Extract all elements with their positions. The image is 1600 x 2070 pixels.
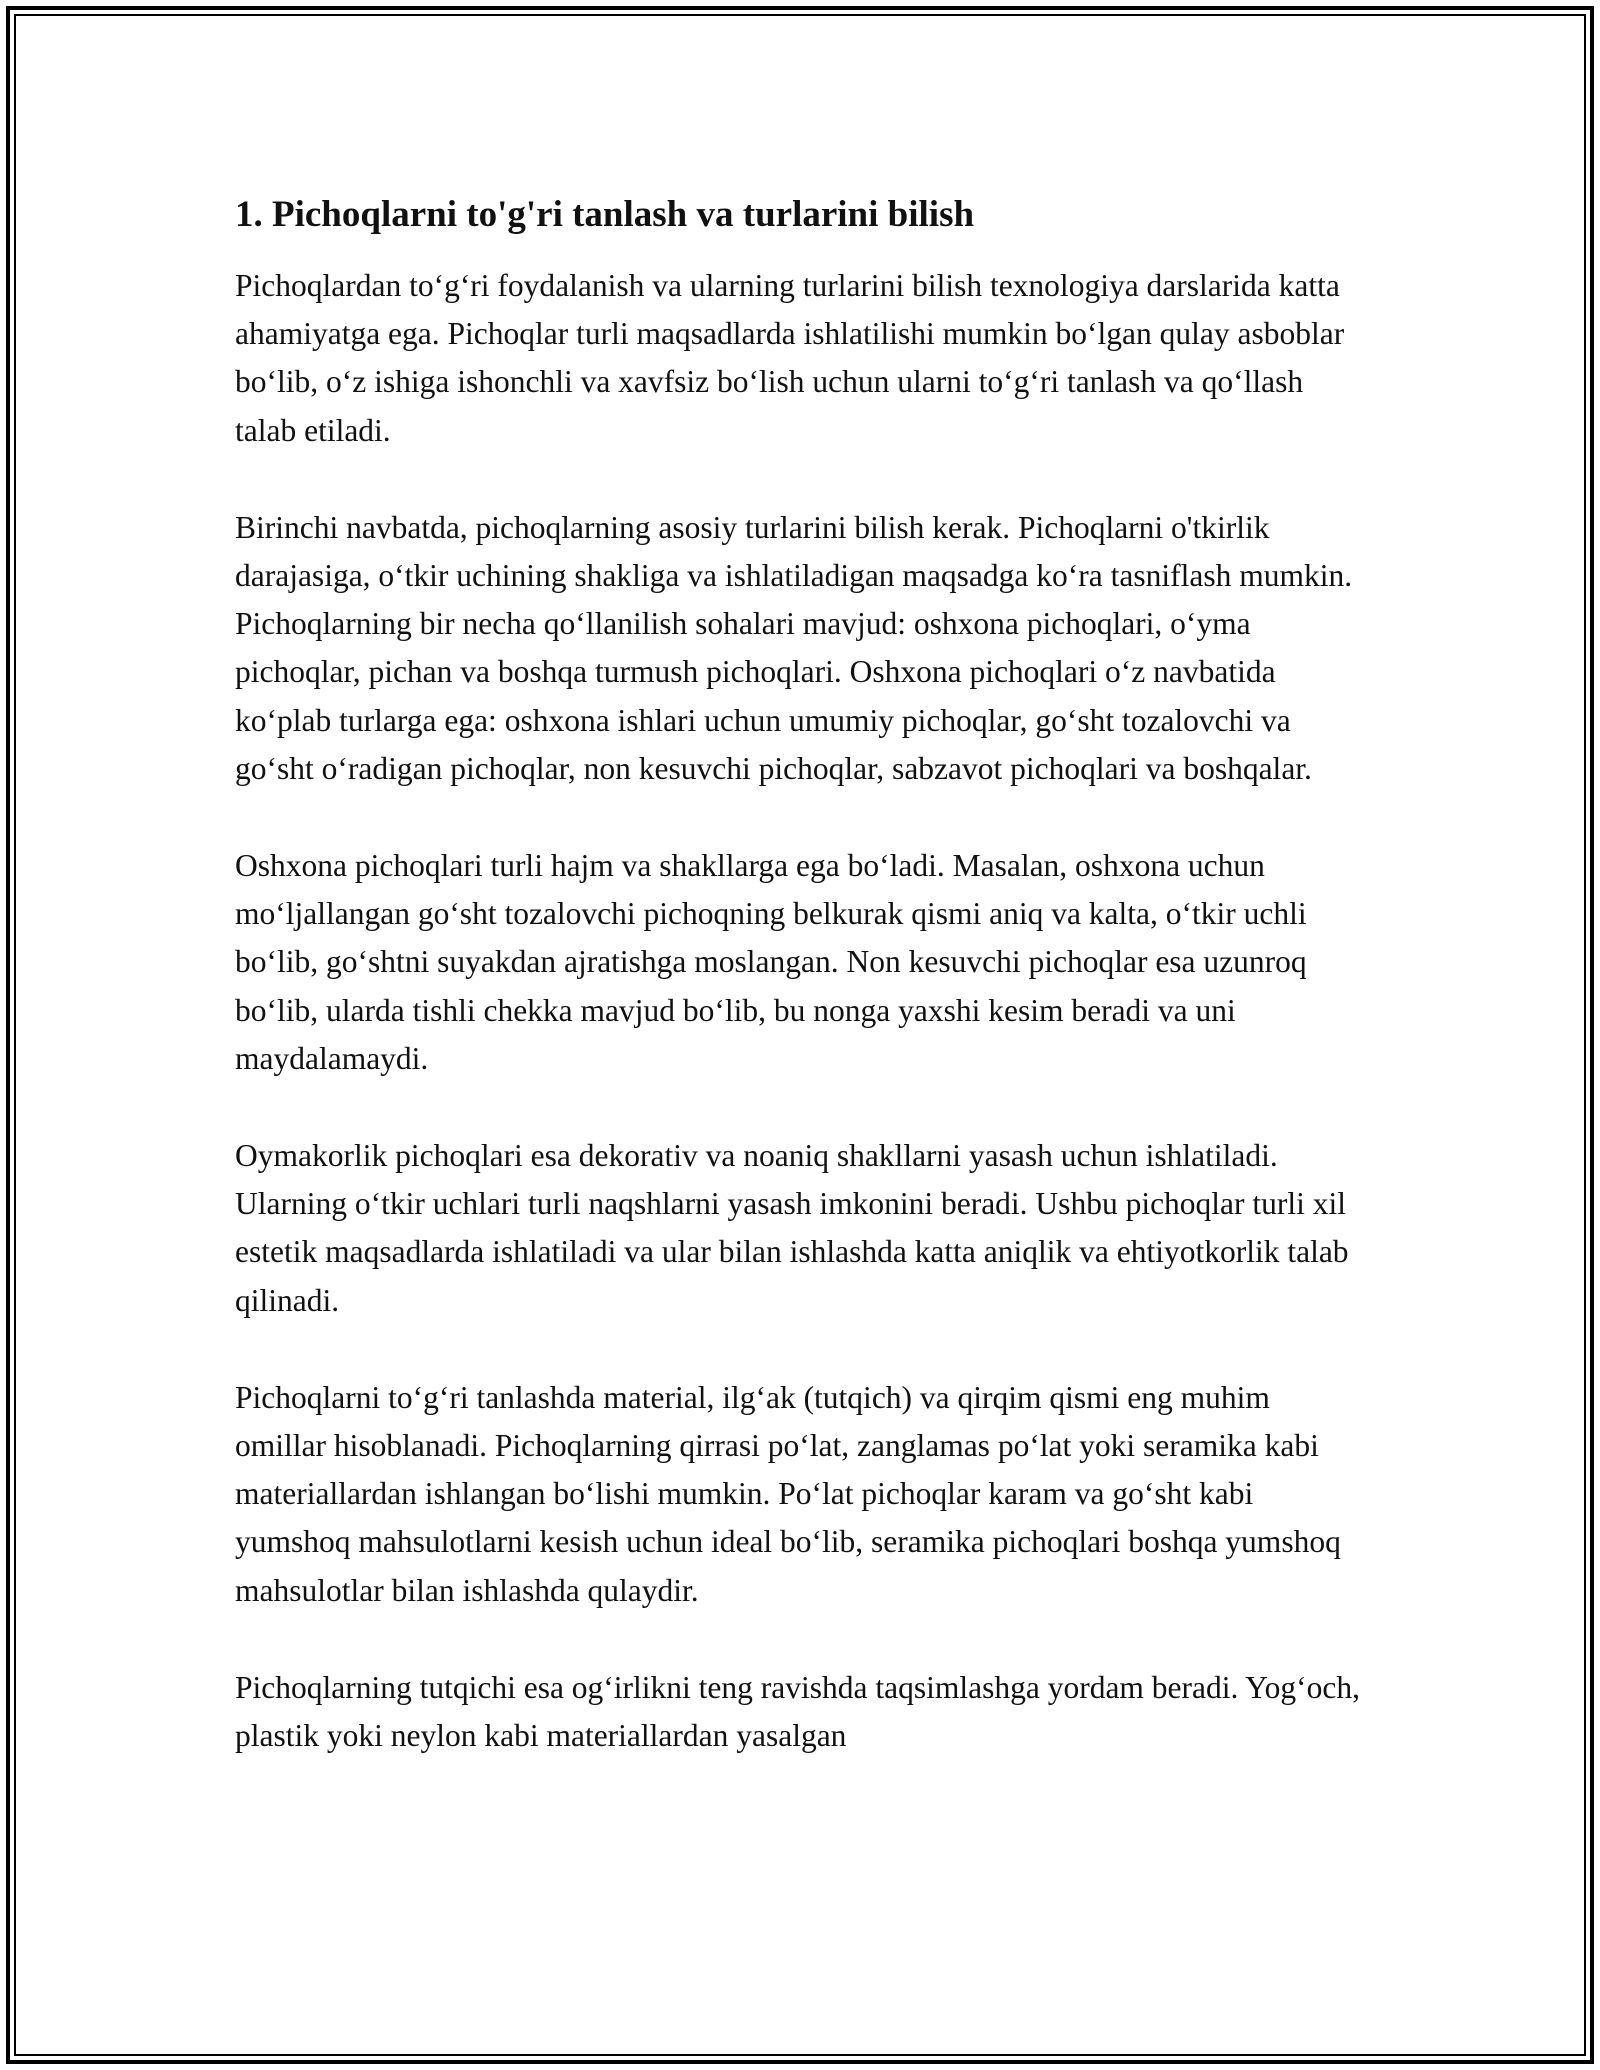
document-title: 1. Pichoqlarni to'g'ri tanlash va turlarini bilish	[235, 194, 975, 235]
document-body	[235, 190, 1365, 1809]
paragraph-4: Oymakorlik pichoqlari esa dekorativ va noaniq shakllarni yasash uchun ishlatiladi. Ularning o‘tkir uchlari turli naqshlarni yasash imkonini beradi. Ushbu pichoqlar turli xil estetik maqsadlarda ishlatiladi va ular bilan ishlashda katta aniqlik va ehtiyotkorlik talab qilinadi.	[235, 1138, 1349, 1318]
paragraph-5: Pichoqlarni to‘g‘ri tanlashda material, ilg‘ak (tutqich) va qirqim qismi eng muhim omillar hisoblanadi. Pichoqlarning qirrasi po‘lat, zanglamas po‘lat yoki seramika kabi materiallardan ishlangan bo‘lishi mumkin. Po‘lat pichoqlar karam va go‘sht kabi yumshoq mahsulotlarni kesish uchun ideal bo‘lib, seramika pichoqlari boshqa yumshoq mahsulotlar bilan ishlashda qulaydir.	[235, 1379, 1341, 1608]
paragraph-6: Pichoqlarning tutqichi esa og‘irlikni teng ravishda taqsimlashga yordam beradi. Yog‘och, plastik yoki neylon kabi materiallardan yasalgan	[235, 1669, 1361, 1754]
paragraph-3: Oshxona pichoqlari turli hajm va shakllarga ega bo‘ladi. Masalan, oshxona uchun mo‘ljallangan go‘sht tozalovchi pichoqning belkurak qismi aniq va kalta, o‘tkir uchli bo‘lib, go‘shtni suyakdan ajratishga moslangan. Non kesuvchi pichoqlar esa uzunroq bo‘lib, ularda tishli chekka mavjud bo‘lib, bu nonga yaxshi kesim beradi va uni maydalamaydi.	[235, 848, 1307, 1076]
paragraph-1: Pichoqlardan to‘g‘ri foydalanish va ularning turlarini bilish texnologiya darslarida katta ahamiyatga ega. Pichoqlar turli maqsadlarda ishlatilishi mumkin bo‘lgan qulay asboblar bo‘lib, o‘z ishiga ishonchli va xavfsiz bo‘lish uchun ularni to‘g‘ri tanlash va qo‘llash talab etiladi.	[235, 268, 1345, 448]
paragraph-2: Birinchi navbatda, pichoqlarning asosiy turlarini bilish kerak. Pichoqlarni o'tkirlik darajasiga, o‘tkir uchining shakliga va ishlatiladigan maqsadga ko‘ra tasniflash mumkin. Pichoqlarning bir necha qo‘llanilish sohalari mavjud: oshxona pichoqlari, o‘yma pichoqlar, pichan va boshqa turmush pichoqlari. Oshxona pichoqlari o‘z navbatida ko‘plab turlarga ega: oshxona ishlari uchun umumiy pichoqlar, go‘sht tozalovchi va go‘sht o‘radigan pichoqlar, non kesuvchi pichoqlar, sabzavot pichoqlari va boshqalar.	[235, 509, 1353, 786]
